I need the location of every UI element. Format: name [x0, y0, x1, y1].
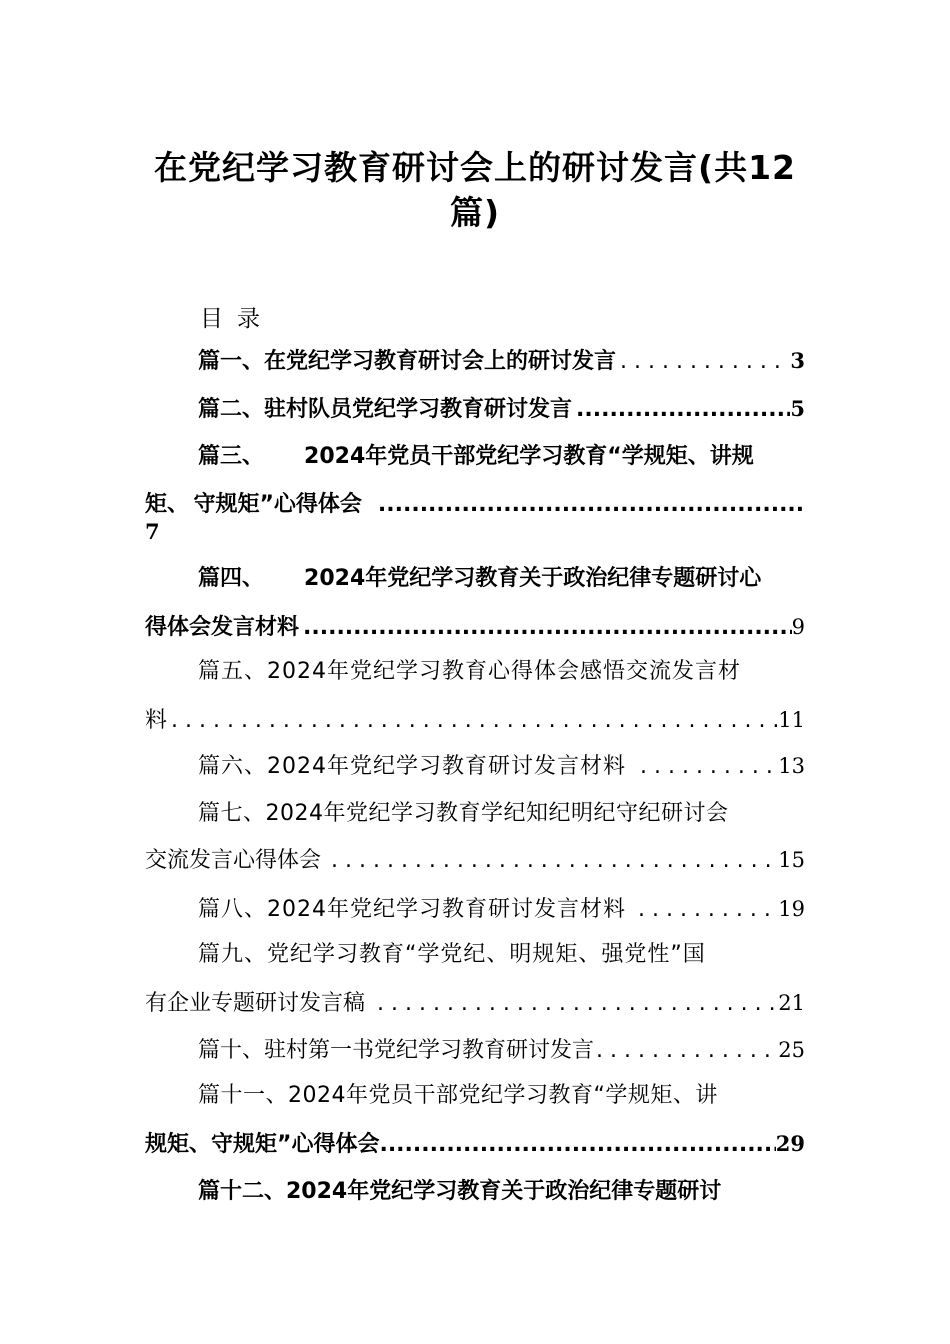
- toc-entry-11-continued[interactable]: [145, 1127, 805, 1161]
- toc-leader-dots: [365, 987, 778, 1020]
- toc-entry-label: 有企业专题研讨发言稿: [145, 991, 366, 1016]
- toc-entry-label: 篇七、2024年党纪学习教育学纪知纪明纪守纪研讨会: [198, 801, 729, 826]
- toc-entry-8[interactable]: [145, 892, 805, 926]
- toc-entry-6[interactable]: [145, 749, 805, 783]
- toc-entry-label: 篇八、2024年党纪学习教育研讨发言材料: [198, 897, 626, 922]
- toc-entry-3-continued[interactable]: [145, 488, 805, 522]
- toc-entry-label: 篇一、在党纪学习教育研讨会上的研讨发言: [198, 349, 617, 374]
- toc-entry-page: 7: [145, 519, 160, 544]
- toc-entry-page: 19: [778, 897, 805, 921]
- toc-entry-11[interactable]: [145, 1079, 805, 1113]
- toc-entry-page: 5: [790, 396, 805, 421]
- toc-entry-page: 13: [778, 754, 805, 778]
- toc-entry-1[interactable]: [145, 344, 805, 378]
- toc-entry-label: 篇二、驻村队员党纪学习教育研讨发言: [198, 397, 573, 422]
- toc-entry-label: 2024年党员干部党纪学习教育“学规矩、讲规: [304, 444, 754, 469]
- toc-entry-7[interactable]: [145, 797, 805, 831]
- toc-entry-label-prefix: 篇三、: [198, 444, 265, 469]
- toc-leader-dots: [594, 1034, 778, 1067]
- toc-entry-label: 料: [145, 708, 168, 733]
- toc-entry-2[interactable]: [145, 392, 805, 426]
- toc-leader-dots: [616, 345, 790, 378]
- toc-entry-label: 篇五、2024年党纪学习教育心得体会感悟交流发言材: [198, 659, 741, 684]
- toc-entry-label: 矩、: [145, 492, 190, 517]
- toc-leader-dots: [379, 1128, 775, 1161]
- toc-leader-dots: [626, 750, 778, 783]
- document-title-line-1: 在党纪学习教育研讨会上的研讨发言(共12: [153, 148, 796, 187]
- toc-entry-page: 15: [778, 848, 805, 872]
- toc-entry-label: 得体会发言材料: [145, 615, 300, 640]
- toc-entry-10[interactable]: [145, 1033, 805, 1067]
- toc-entry-7-continued[interactable]: [145, 843, 805, 877]
- toc-entry-page: 25: [778, 1038, 805, 1062]
- toc-entry-5-continued[interactable]: [145, 703, 805, 737]
- toc-entry-label: 守规矩”心得体会: [193, 492, 362, 517]
- toc-entry-label: 2024年党纪学习教育关于政治纪律专题研讨心: [304, 566, 762, 591]
- toc-entry-4[interactable]: [145, 562, 805, 596]
- toc-entry-label: 篇十二、2024年党纪学习教育关于政治纪律专题研讨: [198, 1179, 722, 1204]
- toc-entry-label: 交流发言心得体会: [145, 848, 322, 873]
- toc-entry-label: 篇十、驻村第一书党纪学习教育研讨发言: [198, 1038, 595, 1063]
- toc-entry-label: 规矩、守规矩”心得体会: [145, 1132, 380, 1157]
- toc-entry-3[interactable]: [145, 440, 805, 474]
- toc-leader-dots: [167, 704, 778, 737]
- toc-entry-5[interactable]: [145, 655, 805, 689]
- toc-heading: 目录: [200, 306, 274, 332]
- toc-leader-dots: [299, 611, 792, 644]
- toc-entry-9[interactable]: [145, 938, 805, 972]
- toc-entry-label: 篇九、党纪学习教育“学党纪、明规矩、强党性”国: [198, 942, 706, 967]
- toc-entry-page: 29: [775, 1131, 805, 1156]
- toc-entry-label-prefix: 篇四、: [198, 566, 265, 591]
- toc-entry-page: 11: [778, 708, 805, 732]
- toc-entry-label: 篇十一、2024年党员干部党纪学习教育“学规矩、讲: [198, 1083, 718, 1108]
- toc-entry-page: 3: [790, 348, 805, 373]
- toc-entry-page: 9: [791, 615, 805, 639]
- toc-entry-4-continued[interactable]: [145, 610, 805, 644]
- toc-leader-dots: [626, 893, 778, 926]
- toc-entry-page: 21: [778, 991, 805, 1015]
- toc-leader-dots: [362, 488, 805, 522]
- toc-leader-dots: [321, 844, 778, 877]
- toc-leader-dots: [572, 393, 790, 426]
- document-title-line-2: 篇): [449, 193, 501, 232]
- toc-entry-label: 篇六、2024年党纪学习教育研讨发言材料: [198, 754, 626, 779]
- toc-entry-9-continued[interactable]: [145, 986, 805, 1020]
- toc-entry-12[interactable]: [145, 1175, 805, 1209]
